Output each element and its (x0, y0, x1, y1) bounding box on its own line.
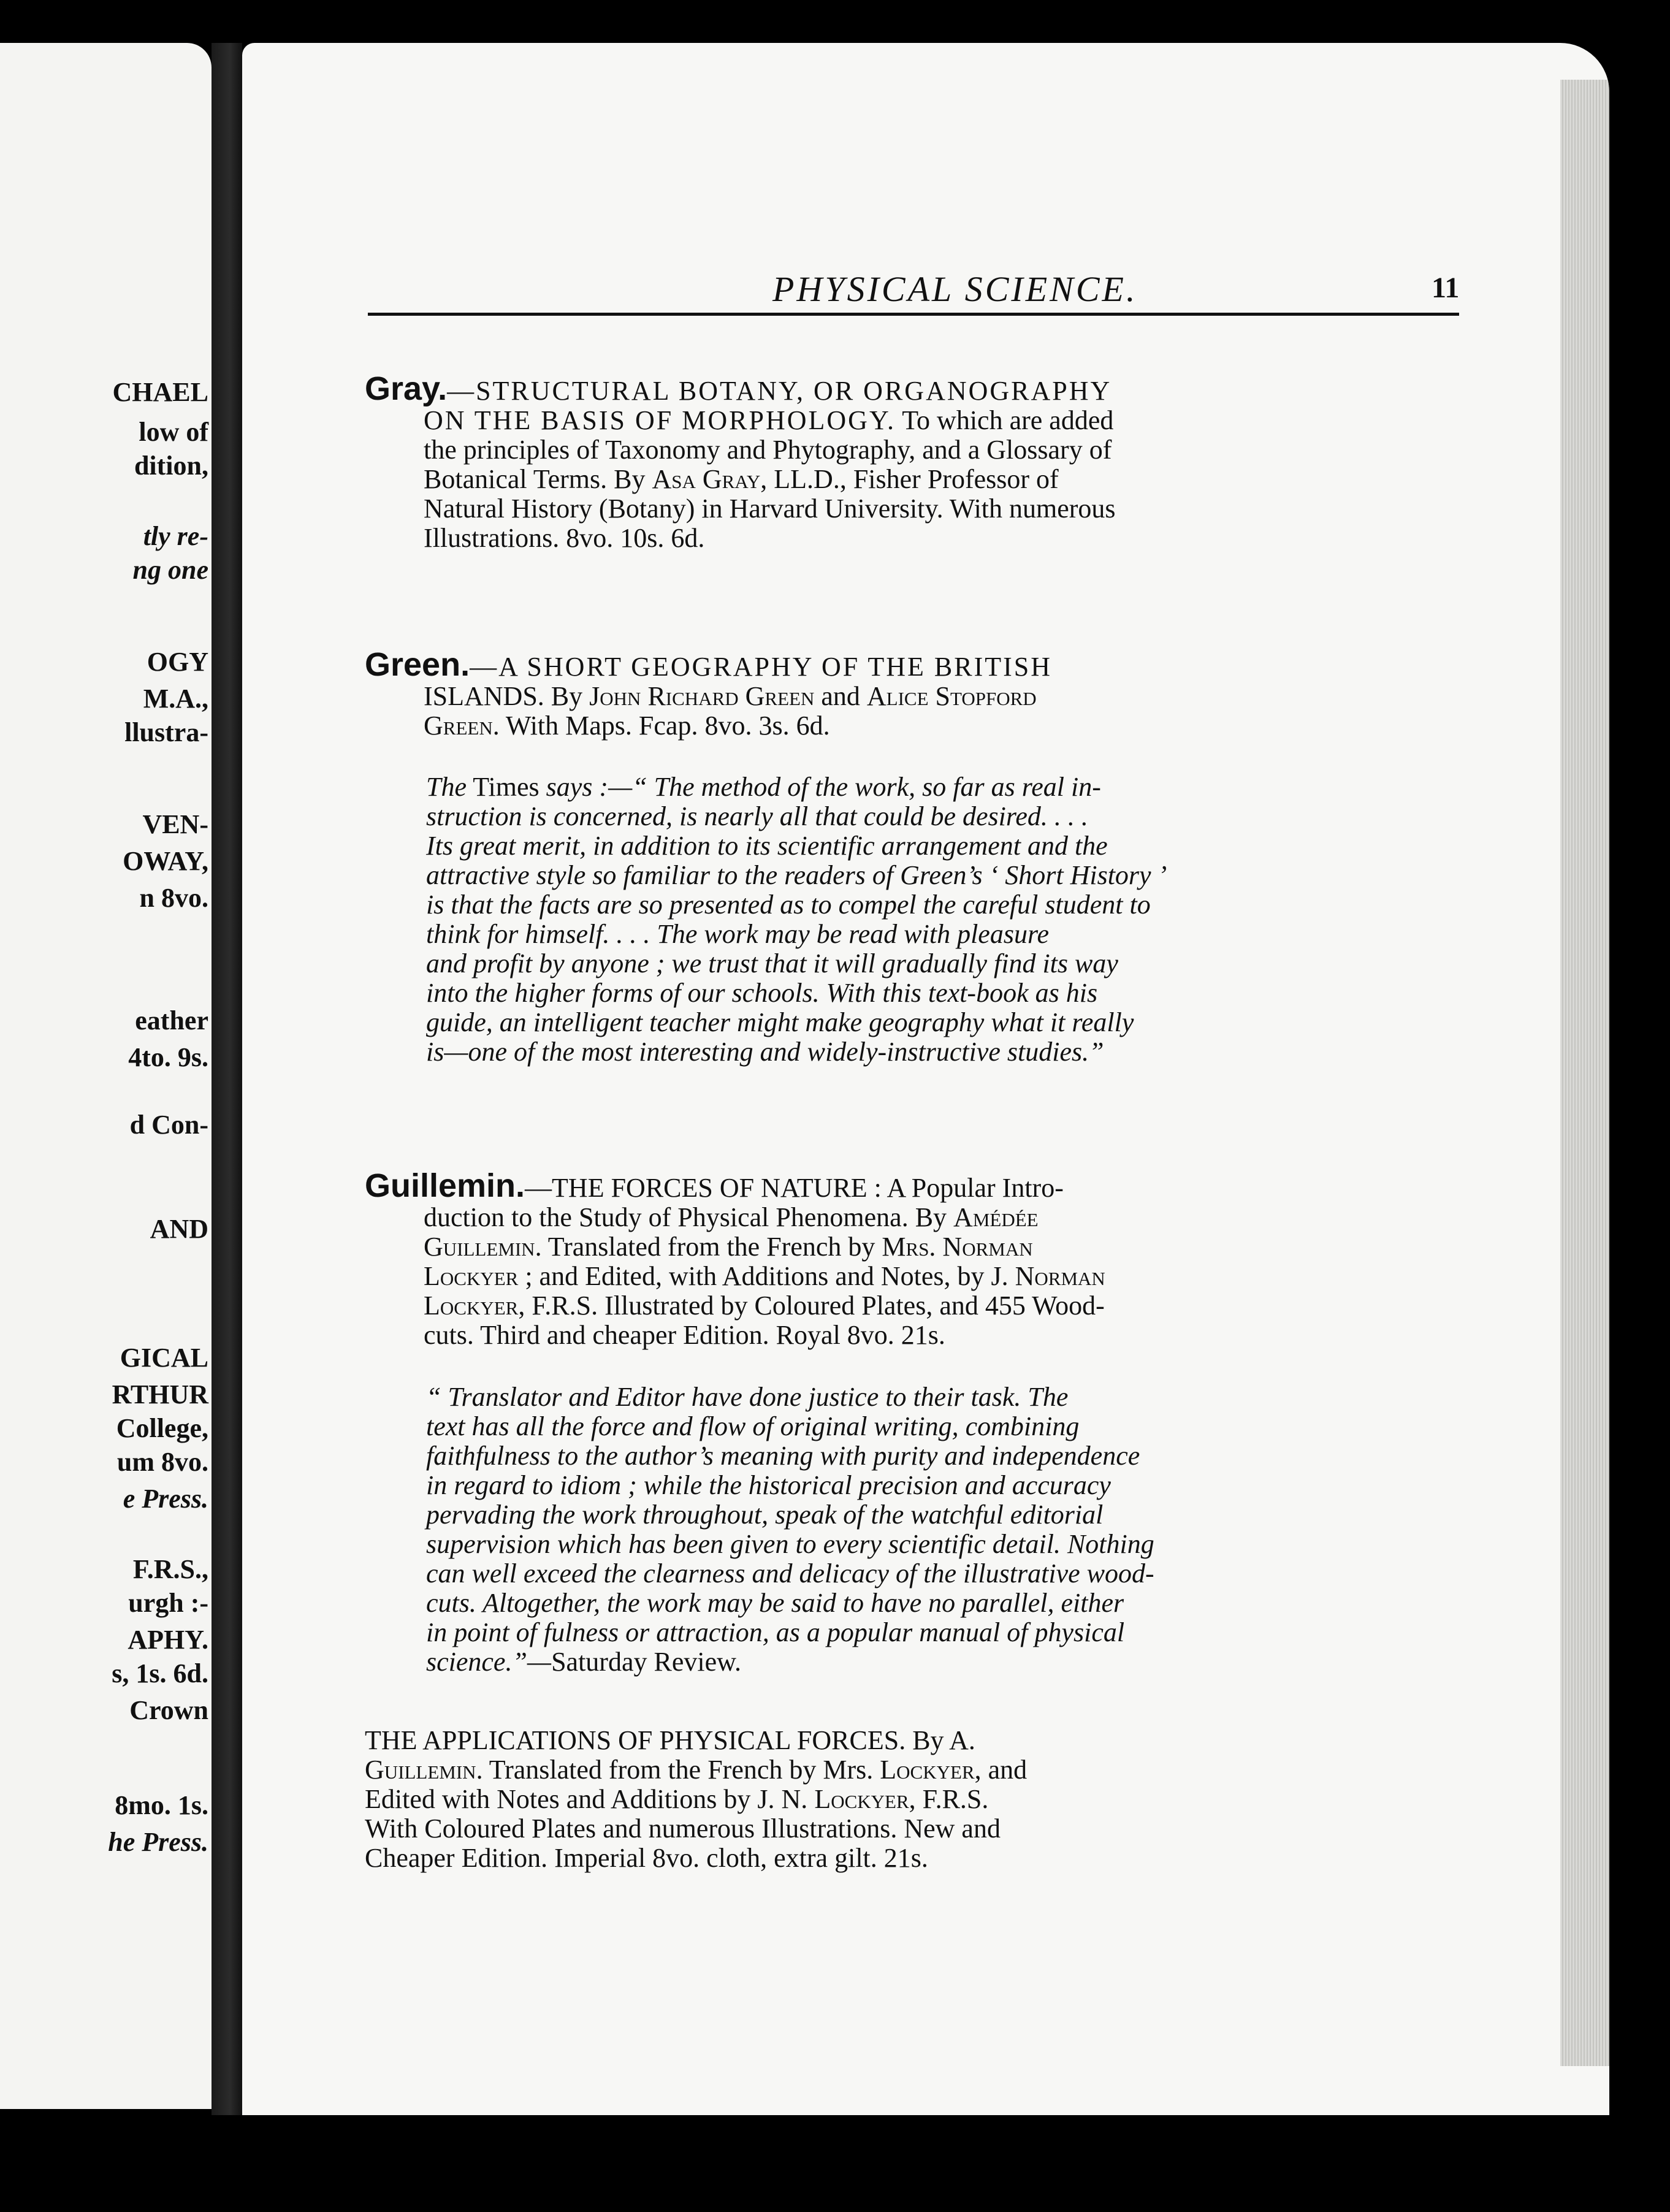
left-page-fragment: tly re- (143, 521, 208, 551)
left-page-fragment: 8mo. 1s. (115, 1790, 208, 1820)
quote-saturday-review: “ Translator and Editor have done justice to their task. The text has all the force and flow of original writing, combining faithfulness to the author’s meaning with purity and independence in regard to idiom ; while the historical precision and accuracy pervading the work throughout, speak of the watchful editorial supervision which has been given to every scientific detail. Nothing can well exceed the clearness and delicacy of the illustrative wood- cuts. Altogether, the work may be said to have no parallel, either in point of fulness or attraction, as a popular manual of physical science.”—Saturday Review. (426, 1382, 1154, 1677)
entry-name: Gray. (365, 370, 448, 407)
left-page-fragment: OGY (147, 647, 208, 677)
entry-guillemin: Guillemin.—THE FORCES OF NATURE : A Popular Intro- duction to the Study of Physical Phenomena. By Amédée Guillemin. Translated from the French by Mrs. Norman Lockyer ; and Edited, with Additions and Notes, by J. Norman Lockyer, F.R.S. Illustrated by Coloured Plates, and 455 Wood- cuts. Third and cheaper Edition. Royal 8vo. 21s. (365, 1167, 1105, 1350)
left-page-fragment: AND (150, 1214, 208, 1244)
left-page-fragment: n 8vo. (139, 883, 208, 913)
quote-times: The Times says :—“ The method of the work, so far as real in- struction is concerned, is nearly all that could be desired. . . . Its great merit, in addition to its scientific arrangement and the attractive style so familiar to the readers of Green’s ‘ Short History ’ is that the facts are so presented as to compel the careful student to think for himself. . . . The work may be read with pleasure and profit by anyone ; we trust that it will gradually find its way into the higher forms of our schools. With this text-book as his guide, an intelligent teacher might make geography what it really is—one of the most interesting and widely-instructive studies.” (426, 772, 1167, 1067)
left-page-fragment: d Con- (129, 1110, 208, 1140)
left-page-fragment: GICAL (120, 1343, 208, 1373)
left-page-fragment: APHY. (128, 1625, 208, 1655)
entry-applications: THE APPLICATIONS OF PHYSICAL FORCES. By A. Guillemin. Translated from the French by Mrs. Lockyer, and Edited with Notes and Additions by J. N. Lockyer, F.R.S. With Coloured Plates and numerous Illustrations. New and Cheaper Edition. Imperial 8vo. cloth, extra gilt. 21s. (365, 1725, 1028, 1873)
left-page-fragment: OWAY, (123, 846, 208, 876)
left-page-fragment: 4to. 9s. (128, 1042, 208, 1072)
left-page-fragment: um 8vo. (116, 1447, 208, 1477)
left-page-fragment: dition, (134, 451, 208, 481)
left-page-fragment: e Press. (123, 1484, 208, 1514)
left-page-fragment: VEN- (142, 809, 208, 839)
left-page-fragment: F.R.S., (132, 1554, 208, 1584)
left-page-fragment: eather (135, 1005, 208, 1035)
left-page-fragment: College, (116, 1413, 208, 1443)
header-rule (368, 313, 1459, 316)
left-page-fragment: urgh :- (128, 1588, 208, 1618)
left-page-fragment: llustra- (124, 717, 208, 747)
left-page-fragment: low of (139, 417, 208, 447)
left-page-fragment: RTHUR (112, 1379, 208, 1409)
left-page-fragment: he Press. (108, 1827, 208, 1857)
left-facing-page (0, 43, 212, 2109)
entry-name: Green. (365, 646, 470, 683)
entry-gray: Gray.—STRUCTURAL BOTANY, OR ORGANOGRAPHY ON THE BASIS OF MORPHOLOGY. To which are added the principles of Taxonomy and Phytography, and a Glossary of Botanical Terms. By Asa Gray, LL.D., Fisher Professor of Natural History (Botany) in Harvard University. With numerous Illustrations. 8vo. 10s. 6d. (365, 370, 1116, 553)
left-page-fragment: s, 1s. 6d. (112, 1658, 208, 1688)
left-page-fragment: ng one (132, 555, 208, 585)
entry-green: Green.—A SHORT GEOGRAPHY OF THE BRITISH ISLANDS. By John Richard Green and Alice Stopford Green. With Maps. Fcap. 8vo. 3s. 6d. (365, 646, 1053, 741)
entry-name: Guillemin. (365, 1167, 525, 1204)
page-number: 11 (1432, 272, 1460, 304)
right-page (242, 43, 1609, 2115)
running-head-title: PHYSICAL SCIENCE. (772, 269, 1138, 309)
left-page-fragment: Crown (129, 1695, 208, 1725)
left-page-fragment: M.A., (143, 684, 208, 714)
left-page-fragment: CHAEL (112, 377, 208, 407)
page-edges (1560, 80, 1609, 2066)
book-gutter (212, 43, 242, 2115)
